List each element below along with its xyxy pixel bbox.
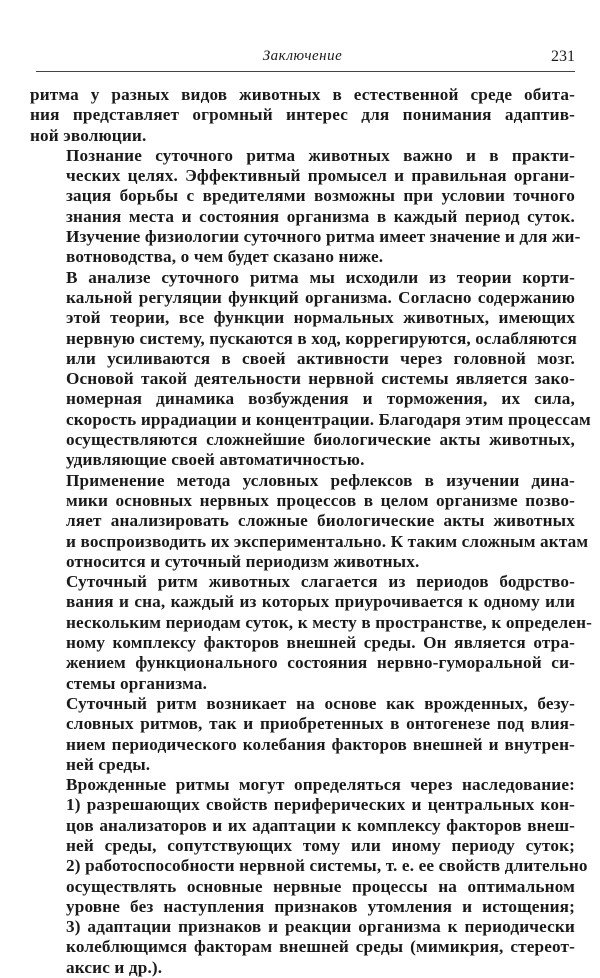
running-head xyxy=(30,48,575,68)
text-line: 1) разрешающих свойств периферических и центральных кон- xyxy=(66,795,575,815)
text-line: осуществлять основные нервные процессы на оптимальном xyxy=(66,876,575,896)
header-rule xyxy=(36,71,575,72)
text-line: ния представляет огромный интерес для понимания адаптив- xyxy=(30,105,575,125)
text-line: стемы организма. xyxy=(66,673,208,693)
text-line: Суточный ритм возникает на основе как врожденных, безу- xyxy=(66,693,575,713)
text-line: ческих целях. Эффективный промысел и правильная органи- xyxy=(66,166,575,186)
text-line: ритма у разных видов животных в естественной среде обита- xyxy=(30,85,575,104)
text-line: жением функционального состояния нервно-гуморальной си- xyxy=(66,653,575,673)
text-line: колеблющимся факторам внешней среды (мимикрия, стереот- xyxy=(66,937,575,957)
paragraph xyxy=(30,572,592,694)
page-number: 231 xyxy=(551,48,575,65)
text-line: знания места и состояния организма в каждый период суток. xyxy=(66,206,575,226)
text-line: 2) работоспособности нервной системы, т. е. ее свойств длительно xyxy=(66,856,588,876)
running-title: Заключение xyxy=(262,48,343,64)
text-line: и воспроизводить их экспериментально. К таким сложным актам xyxy=(66,531,589,551)
text-line: Суточный ритм животных слагается из периодов бодрство- xyxy=(66,572,575,592)
text-line: вотноводства, о чем будет сказано ниже. xyxy=(66,247,384,267)
text-line: Познание суточного ритма животных важно и в практи- xyxy=(66,145,575,165)
text-line: В анализе суточного ритма мы исходили из теории корти- xyxy=(66,267,575,287)
paragraph xyxy=(30,775,588,978)
text-line: этой теории, все функции нормальных животных, имеющих xyxy=(66,308,575,328)
text-line: удивляющие своей автоматичностью. xyxy=(66,450,365,470)
text-line: ней среды. xyxy=(66,754,151,774)
text-line: уровне без наступления признаков утомления и истощения; xyxy=(66,896,575,916)
text-line: ному комплексу факторов внешней среды. Он является отра- xyxy=(66,633,575,653)
text-line: кальной регуляции функций организма. Согласно содержанию xyxy=(66,287,575,307)
text-line: Изучение физиологии суточного ритма имеет значение и для жи- xyxy=(66,227,581,247)
text-line: осуществляются сложнейшие биологические акты животных, xyxy=(66,430,575,450)
text-line: Основой такой деятельности нервной системы является зако- xyxy=(66,369,575,389)
paragraph xyxy=(30,85,575,146)
text-line: нескольким периодам суток, к месту в пространстве, к определен- xyxy=(66,612,592,632)
text-line: 3) адаптации признаков и реакции организма к периодически xyxy=(66,917,575,937)
text-line: нием периодического колебания факторов внешней и внутрен- xyxy=(66,734,575,754)
text-line: скорость иррадиации и концентрации. Благодаря этим процессам xyxy=(66,409,591,429)
text-line: ной эволюции. xyxy=(30,125,147,145)
text-line: или усиливаются в своей активности через головной мозг. xyxy=(66,348,575,368)
text-line: зация борьбы с вредителями возможны при условии точного xyxy=(66,186,575,206)
text-line: словных ритмов, так и приобретенных в онтогенезе под влия- xyxy=(66,714,575,734)
text-line: Применение метода условных рефлексов в изучении дина- xyxy=(66,470,575,490)
paragraph xyxy=(30,694,575,775)
body-text xyxy=(30,85,592,978)
text-line: мики основных нервных процессов в целом организме позво- xyxy=(66,490,575,510)
text-line: ляет анализировать сложные биологические акты животных xyxy=(66,511,575,531)
text-line: вания и сна, каждый из которых приурочивается к одному или xyxy=(66,592,575,612)
text-line: нервную систему, пускаются в ход, коррегируются, ослабляются xyxy=(66,328,578,348)
text-line: номерная динамика возбуждения и торможения, их сила, xyxy=(66,389,575,409)
paragraph xyxy=(30,267,591,471)
text-line: ней среды, сопутствующих тому или иному периоду суток; xyxy=(66,835,575,855)
paragraph xyxy=(30,145,581,268)
text-line: аксис и др.). xyxy=(66,957,163,977)
text-line: Врожденные ритмы могут определяться через наследование: xyxy=(66,775,575,795)
text-line: цов анализаторов и их адаптации к комплексу факторов внеш- xyxy=(66,815,575,835)
paragraph xyxy=(30,470,589,572)
text-line: относится и суточный периодизм животных. xyxy=(66,551,420,571)
